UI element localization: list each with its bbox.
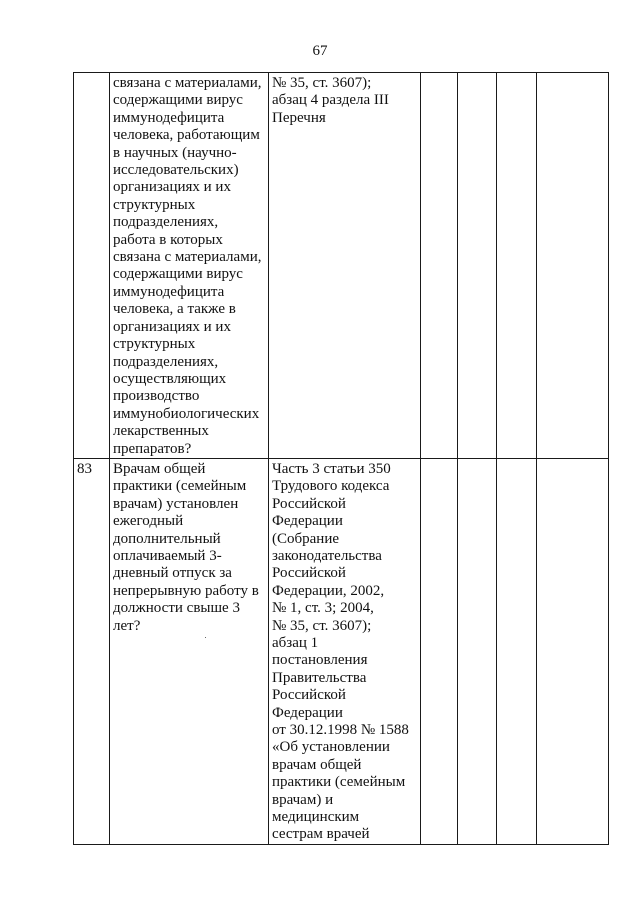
answer-cell-na [497, 73, 537, 459]
reference-text: № 35, ст. 3607); абзац 4 раздела III Перечня [272, 75, 389, 126]
table-row [74, 458, 609, 844]
checklist-table [73, 72, 609, 845]
answer-cell-no [458, 73, 497, 459]
row-number: 83 [77, 460, 92, 477]
answer-cell-na [497, 458, 537, 844]
table-row [74, 73, 609, 459]
notes-cell [537, 458, 609, 844]
question-text: связана с материалами, содержащими вирус иммунодефицита человека, работающим в научных (научно- исследовательских) организациях и их структурных подразделениях, работа в которых связана с материалами, содержащими вирус иммунодефицита человека, а также в организациях и их структурных подразделениях, осуществляющих производство иммунобиологических лекарственных препаратов? [113, 75, 262, 457]
reference-cell [269, 73, 421, 459]
question-cell [110, 73, 269, 459]
answer-cell-yes [421, 458, 458, 844]
row-number-cell [74, 458, 110, 844]
question-text: Врачам общей практики (семейным врачам) установлен ежегодный дополнительный оплачиваемый 3- дневный отпуск за непрерывную работу в должности свыше 3 лет? [113, 460, 259, 634]
question-cell [110, 458, 269, 844]
reference-text: Часть 3 статьи 350 Трудового кодекса Российской Федерации (Собрание законодательства Российской Федерации, 2002, № 1, ст. 3; 2004, № 35, ст. 3607); абзац 1 постановления Правительства Российской Федерации от 30.12.1998 № 1588 «Об установлении врачам общей практики (семейным врачам) и медицинским сестрам врачей [272, 460, 409, 843]
answer-cell-no [458, 458, 497, 844]
row-number-cell [74, 73, 110, 459]
answer-cell-yes [421, 73, 458, 459]
notes-cell [537, 73, 609, 459]
reference-cell [269, 458, 421, 844]
row-number [74, 73, 109, 75]
page-number: 67 [312, 43, 328, 59]
scan-speck [205, 637, 206, 638]
